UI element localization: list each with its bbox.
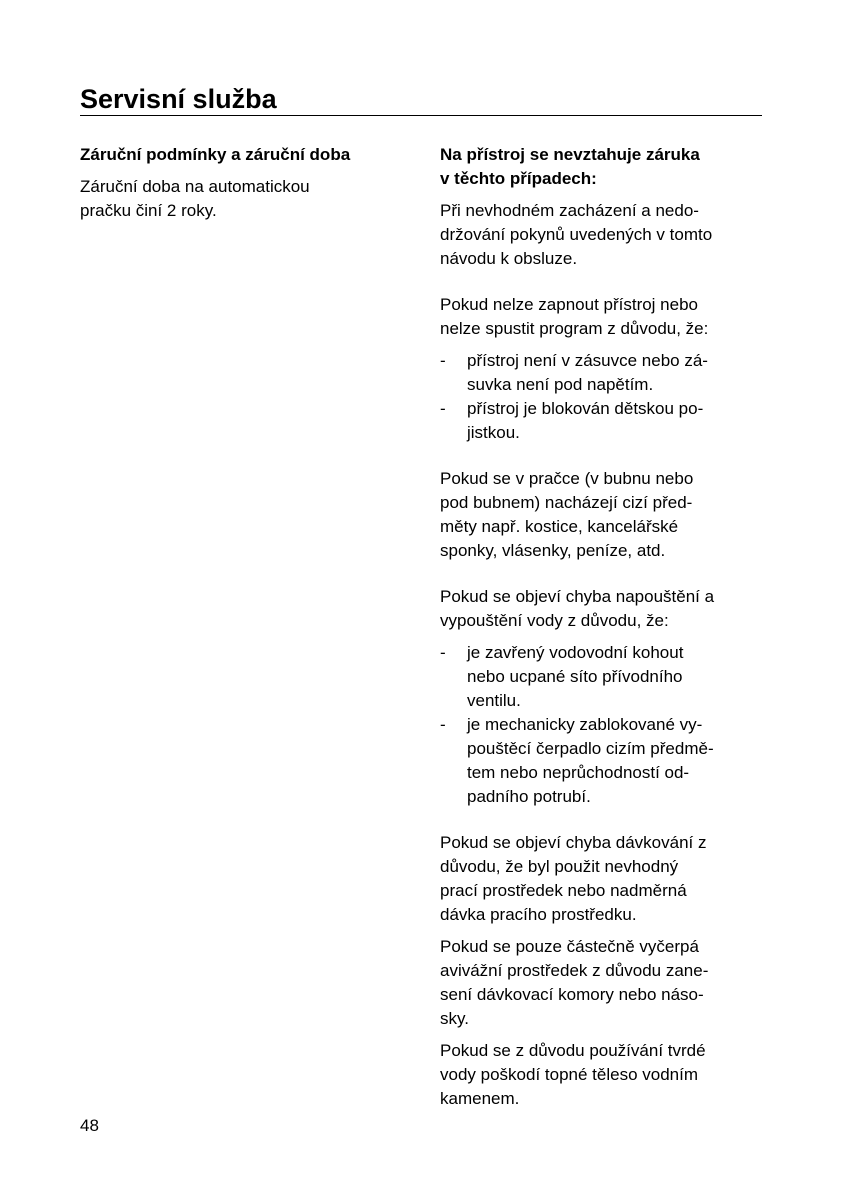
text-line: Na přístroj se nevztahuje záruka (440, 145, 700, 164)
paragraph-dosing-error (440, 831, 770, 927)
text-line: nelze spustit program z důvodu, že: (440, 319, 709, 338)
right-column (440, 143, 770, 1111)
text-line: Pokud se v pračce (v bubnu nebo (440, 469, 694, 488)
text-line: Pokud se z důvodu používání tvrdé (440, 1041, 706, 1060)
text-line: Záruční doba na automatickou (80, 177, 310, 196)
warranty-period-text (80, 175, 410, 223)
text-line: důvodu, že byl použit nevhodný (440, 857, 679, 876)
text-line: sponky, vlásenky, peníze, atd. (440, 541, 666, 560)
list-water-error-reasons (440, 641, 770, 809)
text-line: suvka není pod napětím. (467, 375, 654, 394)
text-line: nebo ucpané síto přívodního (467, 667, 683, 686)
text-line: Při nevhodném zacházení a nedo- (440, 201, 699, 220)
list-item (440, 349, 770, 397)
text-line: kamenem. (440, 1089, 520, 1108)
text-line: Pokud nelze zapnout přístroj nebo (440, 295, 699, 314)
list-item (440, 713, 770, 809)
list-item (440, 397, 770, 445)
title-divider (80, 115, 762, 116)
text-line: sení dávkovací komory nebo náso- (440, 985, 704, 1004)
exclusions-heading (440, 143, 770, 191)
dash-bullet: - (440, 351, 446, 370)
text-line: padního potrubí. (467, 787, 591, 806)
text-line: je mechanicky zablokované vy- (467, 715, 703, 734)
dash-bullet: - (440, 715, 446, 734)
text-line: v těchto případech: (440, 169, 597, 188)
dash-bullet: - (440, 399, 446, 418)
text-line: ventilu. (467, 691, 521, 710)
text-line: měty např. kostice, kancelářské (440, 517, 679, 536)
left-column (80, 143, 410, 223)
text-line: přístroj je blokován dětskou po- (467, 399, 704, 418)
text-line: dávka pracího prostředku. (440, 905, 637, 924)
page-title: Servisní služba (80, 84, 277, 114)
text-line: Pokud se objeví chyba napouštění a (440, 587, 715, 606)
page-number: 48 (80, 1116, 99, 1135)
warranty-terms-heading: Záruční podmínky a záruční doba (80, 145, 351, 164)
text-line: jistkou. (467, 423, 520, 442)
text-line: přístroj není v zásuvce nebo zá- (467, 351, 708, 370)
list-item (440, 641, 770, 713)
paragraph-improper-handling (440, 199, 770, 271)
text-line: tem nebo neprůchodností od- (467, 763, 690, 782)
paragraph-water-error (440, 585, 770, 633)
dash-bullet: - (440, 643, 446, 662)
text-line: sky. (440, 1009, 469, 1028)
text-line: pod bubnem) nacházejí cizí před- (440, 493, 693, 512)
paragraph-hard-water (440, 1039, 770, 1111)
paragraph-cannot-start (440, 293, 770, 341)
paragraph-foreign-objects (440, 467, 770, 563)
list-cannot-start-reasons (440, 349, 770, 445)
text-line: pračku činí 2 roky. (80, 201, 217, 220)
text-line: držování pokynů uvedených v tomto (440, 225, 713, 244)
text-line: návodu k obsluze. (440, 249, 578, 268)
paragraph-softener (440, 935, 770, 1031)
text-line: avivážní prostředek z důvodu zane- (440, 961, 709, 980)
text-line: je zavřený vodovodní kohout (467, 643, 684, 662)
text-line: pouštěcí čerpadlo cizím předmě- (467, 739, 714, 758)
text-line: vody poškodí topné těleso vodním (440, 1065, 698, 1084)
text-line: Pokud se pouze částečně vyčerpá (440, 937, 699, 956)
text-line: prací prostředek nebo nadměrná (440, 881, 687, 900)
text-line: Pokud se objeví chyba dávkování z (440, 833, 707, 852)
text-line: vypouštění vody z důvodu, že: (440, 611, 669, 630)
